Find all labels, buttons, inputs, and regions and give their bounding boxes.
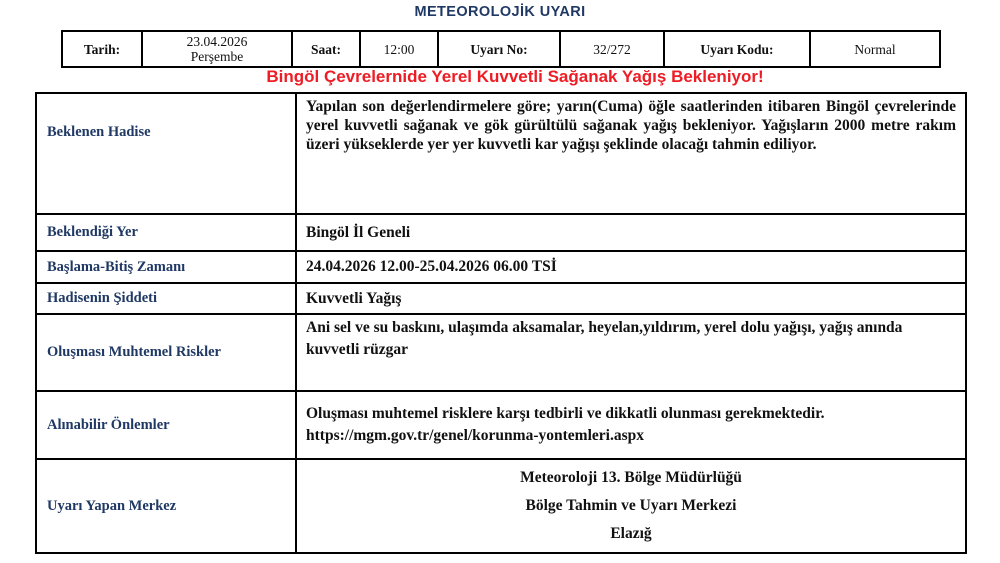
table-row-issuing-center bbox=[36, 459, 966, 553]
time-label: Saat: bbox=[292, 31, 360, 67]
warning-code-value: Normal bbox=[810, 31, 940, 67]
expected-location-value: Bingöl İl Geneli bbox=[296, 214, 966, 251]
issuing-center-line1: Meteoroloji 13. Bölge Müdürlüğü bbox=[520, 469, 742, 486]
expected-event-label: Beklenen Hadise bbox=[36, 93, 296, 214]
expected-location-label: Beklendiği Yer bbox=[36, 214, 296, 251]
page-title: METEOROLOJİK UYARI bbox=[414, 4, 586, 20]
warning-headline: Bingöl Çevrelernide Yerel Kuvvetli Sağanak Yağış Bekleniyor! bbox=[266, 67, 764, 86]
precautions-label: Alınabilir Önlemler bbox=[36, 391, 296, 459]
precautions-text: Oluşması muhtemel risklere karşı tedbirli ve dikkatli olunması gerekmektedir. bbox=[306, 405, 825, 422]
warning-number-label: Uyarı No: bbox=[438, 31, 560, 67]
table-row-expected-event bbox=[36, 93, 966, 214]
date-value-line2: Perşembe bbox=[190, 49, 244, 64]
table-row-expected-location bbox=[36, 214, 966, 251]
expected-event-value: Yapılan son değerlendirmelere göre; yarın(Cuma) öğle saatlerinden itibaren Bingöl çevrelerinde yerel kuvvetli sağanak ve gök gürültülü sağanak yağış bekleniyor. Yağışların 2000 metre rakım üzeri yükseklerde yer yer kuvvetli kar yağışı şeklinde olacağı tahmin ediliyor. bbox=[296, 93, 966, 214]
warning-code-label: Uyarı Kodu: bbox=[664, 31, 810, 67]
precautions-value bbox=[296, 391, 966, 459]
start-end-time-value: 24.04.2026 12.00-25.04.2026 06.00 TSİ bbox=[296, 251, 966, 283]
precautions-url: https://mgm.gov.tr/genel/korunma-yontemleri.aspx bbox=[306, 427, 644, 444]
table-row-possible-risks bbox=[36, 314, 966, 391]
event-severity-label: Hadisenin Şiddeti bbox=[36, 283, 296, 314]
time-value: 12:00 bbox=[360, 31, 438, 67]
date-value-line1: 23.04.2026 bbox=[186, 34, 248, 49]
date-value bbox=[142, 31, 292, 67]
date-label: Tarih: bbox=[62, 31, 142, 67]
warning-detail-table bbox=[35, 92, 967, 554]
issuing-center-label: Uyarı Yapan Merkez bbox=[36, 459, 296, 553]
table-row-event-severity bbox=[36, 283, 966, 314]
event-severity-value: Kuvvetli Yağış bbox=[296, 283, 966, 314]
header-info-row bbox=[62, 31, 940, 67]
header-info-table bbox=[61, 30, 941, 68]
table-row-precautions bbox=[36, 391, 966, 459]
possible-risks-value: Ani sel ve su baskını, ulaşımda aksamalar, heyelan,yıldırım, yerel dolu yağışı, yağış anında kuvvetli rüzgar bbox=[296, 314, 966, 391]
warning-number-value: 32/272 bbox=[560, 31, 664, 67]
issuing-center-line2: Bölge Tahmin ve Uyarı Merkezi bbox=[525, 497, 737, 514]
start-end-time-label: Başlama-Bitiş Zamanı bbox=[36, 251, 296, 283]
possible-risks-label: Oluşması Muhtemel Riskler bbox=[36, 314, 296, 391]
issuing-center-value bbox=[296, 459, 966, 553]
table-row-start-end-time bbox=[36, 251, 966, 283]
issuing-center-line3: Elazığ bbox=[610, 525, 652, 542]
